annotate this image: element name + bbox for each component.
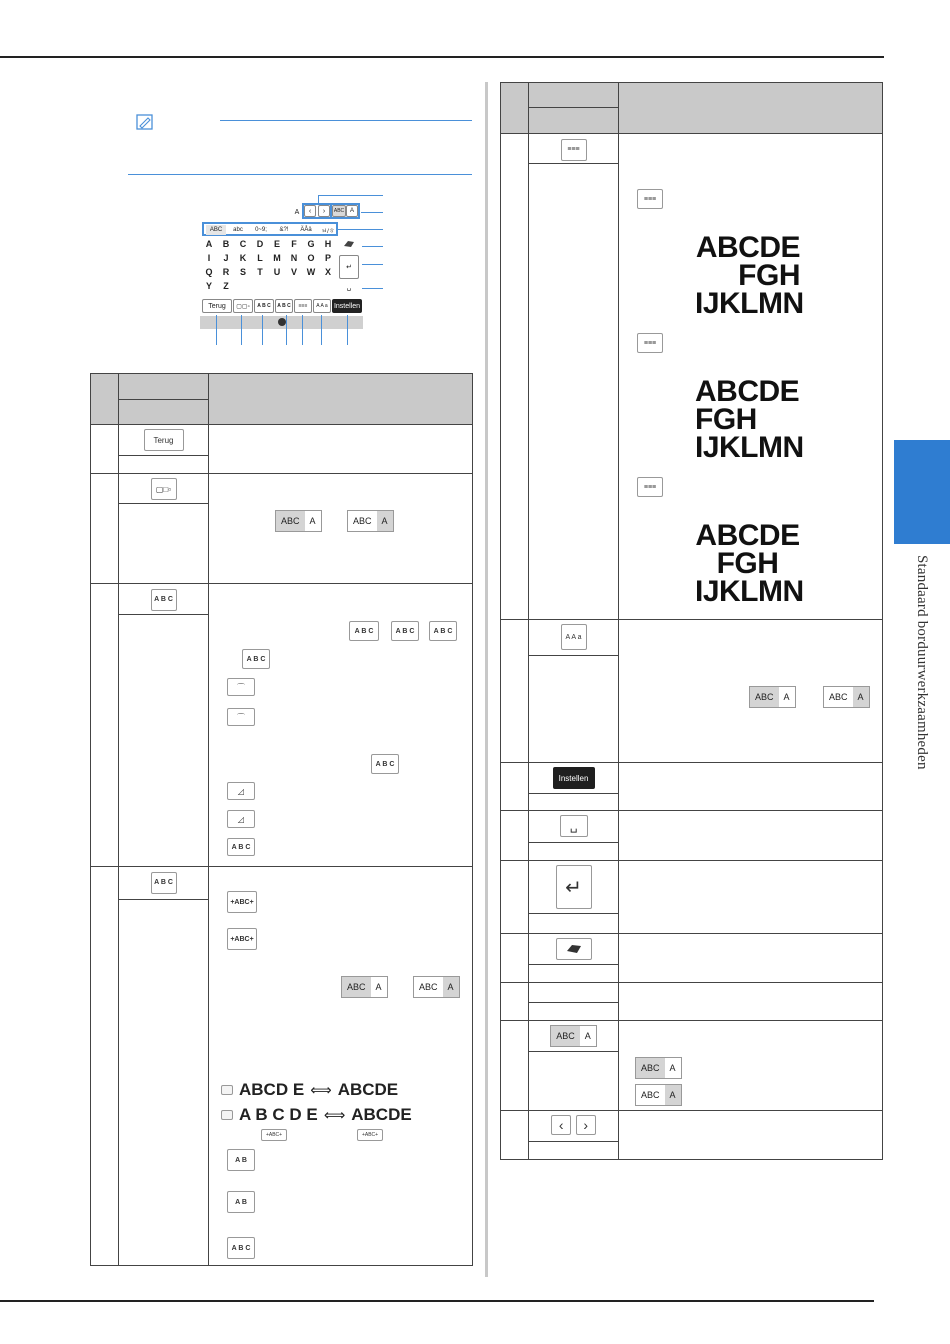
key-cell: [529, 811, 619, 843]
callout-line: [318, 195, 319, 205]
spacing-example-row2: [221, 1105, 412, 1125]
spacing-example-left: ABCD E: [239, 1080, 305, 1099]
orientation-toggle-pair-a: ABC A: [749, 686, 796, 708]
description-cell: [619, 1021, 883, 1111]
spacing-toggle-pair-b: ABC A: [413, 976, 460, 998]
page-dot: [278, 318, 286, 326]
size-toggle-large[interactable]: ABC: [332, 205, 346, 217]
header-cell: [91, 374, 119, 425]
line-spacing-widen-icon: A B: [227, 1149, 255, 1171]
key-j[interactable]: J: [223, 253, 229, 263]
key-cell: [529, 934, 619, 965]
description-cell: [619, 983, 883, 1021]
callout-line: [262, 315, 263, 345]
sub-cell: [119, 900, 209, 1266]
spacing-arrow: ⟺: [323, 1107, 346, 1124]
callout-line: [286, 315, 287, 345]
orientation-toggle-pair-b: ABC A: [823, 686, 870, 708]
header-cell: [119, 400, 209, 425]
key-cell: [119, 867, 209, 900]
description-cell: [619, 1111, 883, 1160]
cursor-right-icon: ›: [576, 1115, 596, 1135]
description-cell: [209, 867, 473, 1266]
delete-key-icon[interactable]: [340, 238, 358, 249]
description-cell: [619, 934, 883, 983]
tab-upper[interactable]: ABC: [206, 225, 226, 235]
key-cell: [529, 983, 619, 1003]
header-cell: [529, 83, 619, 108]
align-right-sample: ABCDE FGH IJKLMN: [695, 231, 804, 320]
row-number-cell: [501, 134, 529, 620]
key-d[interactable]: D: [256, 239, 264, 249]
arc-widen-icon: ⌒: [227, 678, 255, 696]
cursor-left-button[interactable]: ‹: [304, 205, 316, 217]
row-number-cell: [91, 425, 119, 474]
key-cell: [529, 763, 619, 794]
key-u[interactable]: U: [273, 267, 281, 277]
left-key-table: [90, 373, 473, 1266]
key-t[interactable]: T: [257, 267, 263, 277]
callout-line: [347, 315, 348, 345]
spacing-small-icon-a: +ABC+: [261, 1129, 287, 1141]
spacing-example-left: A B C D E: [239, 1105, 318, 1124]
size-toggle-pair-a: ABC A: [275, 510, 322, 532]
tab-accented[interactable]: ÄÅä: [300, 227, 312, 233]
align-center-icon: ≡≡≡: [637, 477, 663, 497]
slant-decrease-icon: ◿: [227, 810, 255, 828]
description-cell: [209, 425, 473, 474]
key-x[interactable]: X: [324, 267, 331, 277]
key-b[interactable]: B: [222, 239, 230, 249]
back-button[interactable]: Terug: [202, 299, 232, 313]
key-o[interactable]: O: [307, 253, 315, 263]
bottom-rule: [0, 1300, 874, 1302]
space-key[interactable]: ␣: [339, 282, 359, 292]
key-cell: [119, 584, 209, 615]
row-number-cell: [501, 1111, 529, 1160]
key-cell: [529, 134, 619, 164]
chapter-title: Standaard borduurwerkzaamheden: [914, 555, 930, 770]
callout-line: [321, 315, 322, 345]
key-cell: [119, 474, 209, 504]
sub-cell: [529, 965, 619, 983]
spacing-example-right: ABCDE: [337, 1080, 399, 1099]
description-cell: [619, 763, 883, 811]
memo-rule: [220, 120, 472, 121]
align-left-sample: ABCDE FGH IJKLMN: [695, 375, 804, 464]
key-n[interactable]: N: [290, 253, 298, 263]
slant-increase-icon: ◿: [227, 782, 255, 800]
top-rule: [0, 56, 884, 58]
description-cell: [209, 474, 473, 584]
description-cell: [209, 584, 473, 867]
cursor-right-button[interactable]: ›: [318, 205, 330, 217]
key-s[interactable]: S: [239, 267, 246, 277]
align-key[interactable]: ≡≡≡: [294, 299, 312, 313]
text-arrange-key[interactable]: A B C: [254, 299, 274, 313]
key-h[interactable]: H: [324, 239, 332, 249]
sub-cell: [529, 914, 619, 934]
callout-line: [362, 264, 383, 265]
memo-rule-bottom: [128, 174, 472, 175]
enter-key[interactable]: ↵: [339, 255, 359, 279]
memo-icon: [136, 114, 154, 130]
callout-line: [216, 315, 217, 345]
spacing-small-icon-b: +ABC+: [357, 1129, 383, 1141]
character-type-tabs: [202, 222, 338, 236]
arrange-slant-icon: A B C: [391, 621, 419, 641]
spacing-example-right: ABCDE: [351, 1105, 412, 1124]
size-toggle-small[interactable]: A: [346, 205, 358, 217]
align-center-sample: ABCDE FGH IJKLMN: [695, 519, 804, 608]
description-cell: [619, 811, 883, 861]
description-cell: [619, 620, 883, 763]
right-key-table: [500, 82, 883, 1160]
description-cell: [619, 861, 883, 934]
key-e[interactable]: E: [273, 239, 280, 249]
sub-cell: [119, 504, 209, 584]
spacing-key: A B C: [151, 872, 177, 894]
align-left-icon: ≡≡≡: [637, 333, 663, 353]
key-v[interactable]: V: [290, 267, 297, 277]
tab-symbols[interactable]: &?!: [279, 227, 289, 233]
tab-lower[interactable]: abc: [233, 227, 243, 233]
callout-line: [302, 315, 303, 345]
callout-line: [362, 246, 383, 247]
arrange-arc-down-icon: A B C: [242, 649, 270, 669]
align-right-icon: ≡≡≡: [637, 189, 663, 209]
cursor-char: A: [293, 206, 301, 218]
key-f[interactable]: F: [291, 239, 297, 249]
arrange-arc-up-icon: A B C: [429, 621, 457, 641]
spacing-key[interactable]: A B C: [275, 299, 293, 313]
chapter-tab: [894, 440, 950, 544]
key-cell: [529, 861, 619, 914]
sub-cell: [529, 843, 619, 861]
space-key-icon: ␣: [560, 815, 588, 837]
arrange-key: A B C: [151, 589, 177, 611]
header-cell: [529, 108, 619, 134]
key-i[interactable]: I: [207, 253, 211, 263]
header-cell: [501, 83, 529, 134]
key-g[interactable]: G: [307, 239, 315, 249]
spacing-narrow-icon: +ABC+: [227, 928, 257, 950]
spacing-swatch: [221, 1085, 233, 1095]
row-number-cell: [501, 934, 529, 983]
size-toggle-key: ABC A: [550, 1025, 597, 1047]
row-number-cell: [501, 983, 529, 1021]
key-cell: [119, 425, 209, 456]
row-number-cell: [501, 861, 529, 934]
key-r[interactable]: R: [222, 267, 230, 277]
orientation-key: A A a: [561, 624, 587, 650]
row-number-cell: [501, 811, 529, 861]
key-l[interactable]: L: [257, 253, 263, 263]
column-divider: [485, 82, 488, 1277]
key-cell: [529, 1021, 619, 1052]
keyboard-screen-diagram: [200, 200, 365, 330]
key-cell: [529, 620, 619, 656]
sub-cell: [119, 456, 209, 474]
description-cell: [619, 134, 883, 620]
sub-cell: [529, 1052, 619, 1111]
callout-line: [361, 212, 383, 213]
row-number-cell: [501, 1021, 529, 1111]
row-number-cell: [501, 763, 529, 811]
callout-line: [338, 229, 383, 230]
spacing-example-row1: [221, 1080, 398, 1100]
header-cell: [119, 374, 209, 400]
line-spacing-narrow-icon: A B: [227, 1191, 255, 1213]
key-p[interactable]: P: [324, 253, 331, 263]
key-cell: [529, 1111, 619, 1142]
spacing-toggle-pair-a: ABC A: [341, 976, 388, 998]
row-number-cell: [91, 867, 119, 1266]
sub-cell: [529, 164, 619, 620]
delete-key-icon: [556, 938, 592, 960]
tab-numbers[interactable]: 0~9;: [255, 227, 267, 233]
key-z[interactable]: Z: [223, 281, 229, 291]
enter-key-icon: ↵: [556, 865, 592, 909]
key-y[interactable]: Y: [205, 281, 212, 291]
arrange-default-icon: A B C: [227, 838, 255, 856]
sub-cell: [529, 656, 619, 763]
header-cell: [209, 374, 473, 425]
text-size-key[interactable]: ▢▢▫: [233, 299, 253, 313]
key-q[interactable]: Q: [205, 267, 213, 277]
sub-cell: [119, 615, 209, 867]
key-k[interactable]: K: [239, 253, 247, 263]
size-toggle-pair-b: ABC A: [347, 510, 394, 532]
sub-cell: [529, 794, 619, 811]
spacing-arrow: ⟺: [310, 1082, 332, 1099]
set-button[interactable]: Instellen: [332, 299, 362, 313]
sub-cell: [529, 1142, 619, 1160]
callout-line: [241, 315, 242, 345]
row-number-cell: [91, 584, 119, 867]
spacing-widen-icon: +ABC+: [227, 891, 257, 913]
header-cell: [619, 83, 883, 134]
key-m[interactable]: M: [273, 253, 281, 263]
align-key: ≡≡≡: [561, 139, 587, 161]
spacing-swatch: [221, 1110, 233, 1120]
arc-narrow-icon: ⌒: [227, 708, 255, 726]
font-key[interactable]: A A a: [313, 299, 331, 313]
set-key: Instellen: [553, 767, 595, 789]
arrange-reset-icon: A B C: [371, 754, 399, 774]
size-key: ▢□▫: [151, 478, 177, 500]
callout-line: [318, 195, 383, 196]
key-a[interactable]: A: [205, 239, 213, 249]
back-key: Terug: [144, 429, 184, 451]
size-toggle-example-a: ABC A: [635, 1057, 682, 1079]
row-number-cell: [91, 474, 119, 584]
row-number-cell: [501, 620, 529, 763]
cursor-left-icon: ‹: [551, 1115, 571, 1135]
key-w[interactable]: W: [306, 267, 316, 277]
spacing-default-icon: A B C: [227, 1237, 255, 1259]
sub-cell: [529, 1003, 619, 1021]
arrange-straight-icon: A B C: [349, 621, 379, 641]
size-toggle-example-b: ABC A: [635, 1084, 682, 1106]
tab-other[interactable]: ㅂ/ㅎ: [321, 228, 335, 235]
callout-line: [362, 288, 383, 289]
key-c[interactable]: C: [239, 239, 247, 249]
